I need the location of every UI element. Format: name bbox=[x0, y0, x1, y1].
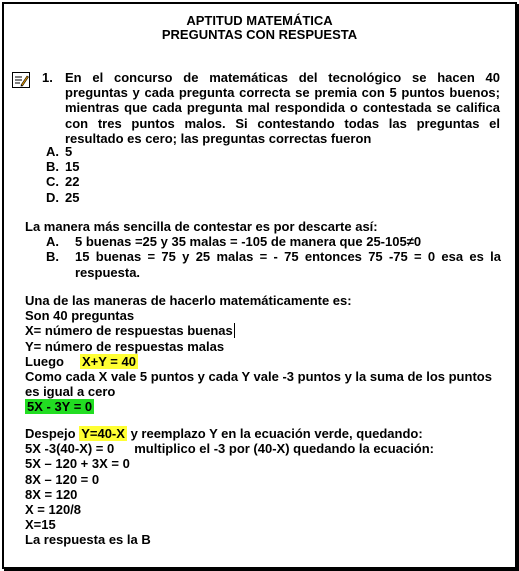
despejo-rest: y reemplazo Y en la ecuación verde, quedando: bbox=[130, 426, 423, 441]
discard-text: 5 buenas =25 y 35 malas = -105 de manera que 25-105≠0 bbox=[75, 234, 422, 250]
question-number: 1. bbox=[42, 70, 53, 85]
option-value: 25 bbox=[65, 189, 80, 205]
step-equation: 5X -3(40-X) = 0 bbox=[25, 441, 115, 457]
math-line: X= número de respuestas buenas bbox=[25, 323, 233, 339]
option-value: 15 bbox=[65, 159, 80, 175]
option-letter: D. bbox=[46, 189, 59, 205]
option-b bbox=[25, 159, 501, 174]
step-line: 8X = 120 bbox=[25, 486, 78, 502]
title-line-2: PREGUNTAS CON RESPUESTA bbox=[161, 27, 358, 42]
despejo-label: Despejo bbox=[25, 426, 76, 441]
math-section bbox=[25, 293, 501, 415]
luego-label: Luego bbox=[25, 353, 64, 369]
option-value: 5 bbox=[65, 144, 73, 159]
step-line bbox=[25, 441, 501, 456]
option-value: 22 bbox=[65, 174, 80, 190]
discard-letter: B. bbox=[46, 249, 59, 265]
option-c bbox=[25, 174, 501, 189]
discard-option-a bbox=[25, 234, 501, 249]
edit-note-icon bbox=[12, 72, 30, 88]
step-line: 8X – 120 = 0 bbox=[25, 471, 100, 487]
question-1 bbox=[42, 70, 500, 146]
step-note: multiplico el -3 por (40-X) quedando la ecuación: bbox=[134, 441, 435, 457]
question-text: En el concurso de matemáticas del tecnológico se hacen 40 preguntas y cada pregunta correcta se premia con 5 puntos buenos; mientras que cada pregunta mal respondida o contestada se califica con tres puntos malos. Si contestando todas las preguntas el resultado es cero; las preguntas correctas fueron bbox=[65, 70, 500, 146]
despejo-line bbox=[25, 426, 501, 441]
discard-option-b bbox=[25, 249, 501, 279]
math-line: Como cada X vale 5 puntos y cada Y vale -3 puntos y la suma de los puntos es igual a cero bbox=[25, 369, 492, 400]
discard-intro: La manera más sencilla de contestar es por descarte así: bbox=[25, 219, 378, 234]
option-letter: C. bbox=[46, 174, 59, 190]
equation-points-highlight: 5X - 3Y = 0 bbox=[27, 399, 93, 415]
options-list bbox=[25, 144, 501, 205]
option-letter: A. bbox=[46, 144, 59, 159]
step-line: 5X – 120 + 3X = 0 bbox=[25, 456, 130, 472]
step-line: X=15 bbox=[25, 517, 56, 533]
step-line: X = 120/8 bbox=[25, 502, 82, 518]
option-d bbox=[25, 190, 501, 205]
discard-text: 15 buenas = 75 y 25 malas = - 75 entonces 75 -75 = 0 esa es la respuesta. bbox=[75, 249, 501, 280]
math-intro: Una de las maneras de hacerlo matemáticamente es: bbox=[25, 293, 352, 308]
document-page bbox=[2, 2, 517, 569]
discard-section bbox=[25, 219, 501, 280]
luego-line bbox=[25, 354, 501, 369]
equation-sum-highlight: X+Y = 40 bbox=[82, 353, 136, 369]
math-line: Son 40 preguntas bbox=[25, 308, 135, 324]
equation-y-highlight: Y=40-X bbox=[81, 426, 125, 441]
discard-letter: A. bbox=[46, 234, 59, 250]
math-line: Y= número de respuestas malas bbox=[25, 338, 225, 354]
title-line-1: APTITUD MATEMÁTICA bbox=[186, 13, 333, 28]
solve-section bbox=[25, 426, 501, 548]
option-letter: B. bbox=[46, 159, 59, 175]
answer-line: La respuesta es la B bbox=[25, 532, 151, 548]
option-a bbox=[25, 144, 501, 159]
